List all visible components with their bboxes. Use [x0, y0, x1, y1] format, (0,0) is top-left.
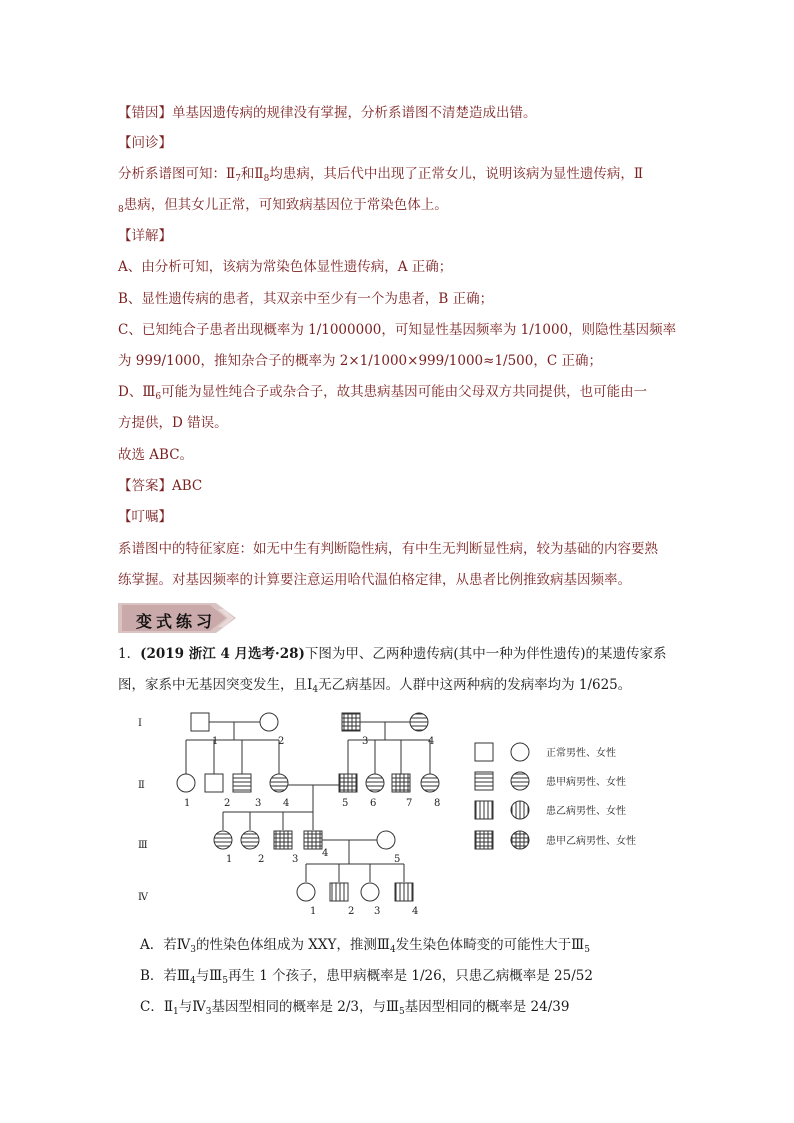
question-source: (2019 浙江 4 月选考·28) — [140, 646, 305, 662]
explanation-label: 【详解】 — [118, 228, 172, 244]
svg-text:1: 1 — [226, 854, 233, 865]
reminder-line-2: 练掌握。对基因频率的计算要注意运用哈代温伯格定律，从患者比例推致病基因频率。 — [118, 572, 631, 588]
pedigree-diagram — [130, 700, 670, 922]
diagnosis-label: 【问诊】 — [118, 135, 172, 151]
II-4-female-jia — [270, 774, 288, 792]
pedigree-legend — [475, 743, 636, 849]
IV-3-female-normal — [361, 883, 379, 901]
I-2-female-normal — [260, 713, 278, 731]
svg-text:3: 3 — [374, 906, 381, 917]
explanation-a: A、由分析可知，该病为常染色体显性遗传病，A 正确； — [118, 259, 453, 275]
svg-text:8: 8 — [434, 798, 441, 809]
III-2-female-jia — [241, 831, 259, 849]
question-line-2: 图，家系中无基因突变发生，且$Ⅰ_4$无乙病基因。人群中这两种病的发病率均为 1/625。 — [118, 677, 632, 695]
III-5-female-normal — [377, 831, 395, 849]
gen-label-IV: Ⅳ — [138, 892, 148, 903]
svg-text:1: 1 — [184, 798, 191, 809]
diagnosis-line-2: $_8$患病，但其女儿正常，可知致病基因位于常染色体上。 — [118, 197, 448, 215]
II-7-male-both — [392, 774, 410, 792]
svg-text:7: 7 — [406, 798, 413, 809]
III-1-female-jia — [214, 831, 232, 849]
svg-text:2: 2 — [258, 854, 265, 865]
question-number: 1． — [118, 646, 141, 662]
gen-label-II: Ⅱ — [138, 780, 145, 791]
option-b: B．若$Ⅲ_4$与$Ⅲ_5$再生 1 个孩子，患甲病概率是 1/26，只患乙病概率是 25/52 — [140, 968, 593, 986]
error-cause-line — [118, 104, 537, 122]
explanation-d-2: 方提供，D 错误。 — [118, 415, 228, 431]
I-3-male-both — [342, 713, 360, 731]
svg-text:5: 5 — [342, 798, 349, 809]
II-1-female-normal — [177, 774, 195, 792]
II-5-male-both — [339, 774, 357, 792]
svg-text:1: 1 — [310, 906, 317, 917]
I-4-female-jia — [410, 713, 428, 731]
III-4-male-both — [304, 831, 322, 849]
section-banner-title: 变式练习 — [136, 612, 217, 631]
svg-text:3: 3 — [362, 736, 369, 747]
explanation-choose: 故选 ABC。 — [118, 447, 194, 463]
gen-label-III: Ⅲ — [138, 840, 148, 851]
II-6-female-jia — [366, 774, 384, 792]
reminder-line-1: 系谱图中的特征家庭：如无中生有判断隐性病，有中生无判断显性病，较为基础的内容要熟 — [118, 541, 658, 557]
IV-1-female-normal — [297, 883, 315, 901]
IV-2-male-yi — [330, 883, 348, 901]
svg-text:3: 3 — [255, 798, 262, 809]
I-1-male-normal — [191, 713, 209, 731]
error-cause-text: 单基因遗传病的规律没有掌握，分析系谱图不清楚造成出错。 — [172, 105, 537, 121]
diagnosis-line-1: 分析系谱图可知：$Ⅱ_7$和$Ⅱ_8$均患病，其后代中出现了正常女儿，说明该病为显性遗传病，Ⅱ — [118, 166, 644, 184]
explanation-d-1: D、$Ⅲ_6$可能为显性纯合子或杂合子，故其患病基因可能由父母双方共同提供，也可能由一 — [118, 384, 648, 402]
svg-text:4: 4 — [412, 906, 419, 917]
answer-text: ABC — [172, 478, 203, 494]
svg-text:3: 3 — [292, 854, 299, 865]
svg-text:患甲病男性、女性: 患甲病男性、女性 — [546, 777, 626, 788]
svg-text:6: 6 — [370, 798, 377, 809]
svg-text:4: 4 — [283, 798, 290, 809]
svg-text:4: 4 — [322, 848, 329, 859]
svg-text:患甲乙病男性、女性: 患甲乙病男性、女性 — [546, 836, 636, 847]
svg-text:2: 2 — [278, 736, 285, 747]
svg-text:5: 5 — [394, 854, 401, 865]
explanation-b: B、显性遗传病的患者，其双亲中至少有一个为患者，B 正确； — [118, 291, 494, 307]
svg-text:2: 2 — [224, 798, 231, 809]
II-2-male-normal — [205, 774, 223, 792]
gen-label-I: Ⅰ — [138, 718, 142, 729]
svg-text:2: 2 — [348, 906, 355, 917]
svg-text:4: 4 — [428, 736, 435, 747]
answer-label: 【答案】 — [118, 478, 172, 494]
IV-4-male-yi — [395, 883, 413, 901]
question-line-1: 1．(2019 浙江 4 月选考·28)下图为甲、乙两种遗传病(其中一种为伴性遗传)的某遗传家系 — [118, 646, 667, 662]
option-c: C．$Ⅱ_1$与$Ⅳ_3$基因型相同的概率是 2/3，与$Ⅲ_5$基因型相同的概率是 24/39 — [140, 999, 570, 1017]
reminder-label: 【叮嘱】 — [118, 509, 172, 525]
answer-line — [118, 477, 202, 495]
III-3-male-both — [274, 831, 292, 849]
explanation-c-1: C、已知纯合子患者出现概率为 1/1000000，可知显性基因频率为 1/1000，则隐性基因频率 — [118, 322, 677, 338]
error-cause-label: 【错因】 — [118, 105, 172, 121]
svg-text:1: 1 — [212, 736, 219, 747]
option-a: A．若$Ⅳ_3$的性染色体组成为 XXY，推测$Ⅲ_4$发生染色体畸变的可能性大于$Ⅲ_5$ — [140, 937, 590, 955]
explanation-c-2: 为 999/1000，推知杂合子的概率为 2×1/1000×999/1000≈1/500，C 正确； — [118, 353, 602, 369]
II-8-female-jia — [421, 774, 439, 792]
svg-text:患乙病男性、女性: 患乙病男性、女性 — [546, 806, 626, 817]
II-3-male-jia — [233, 774, 251, 792]
svg-text:正常男性、女性: 正常男性、女性 — [546, 748, 616, 759]
